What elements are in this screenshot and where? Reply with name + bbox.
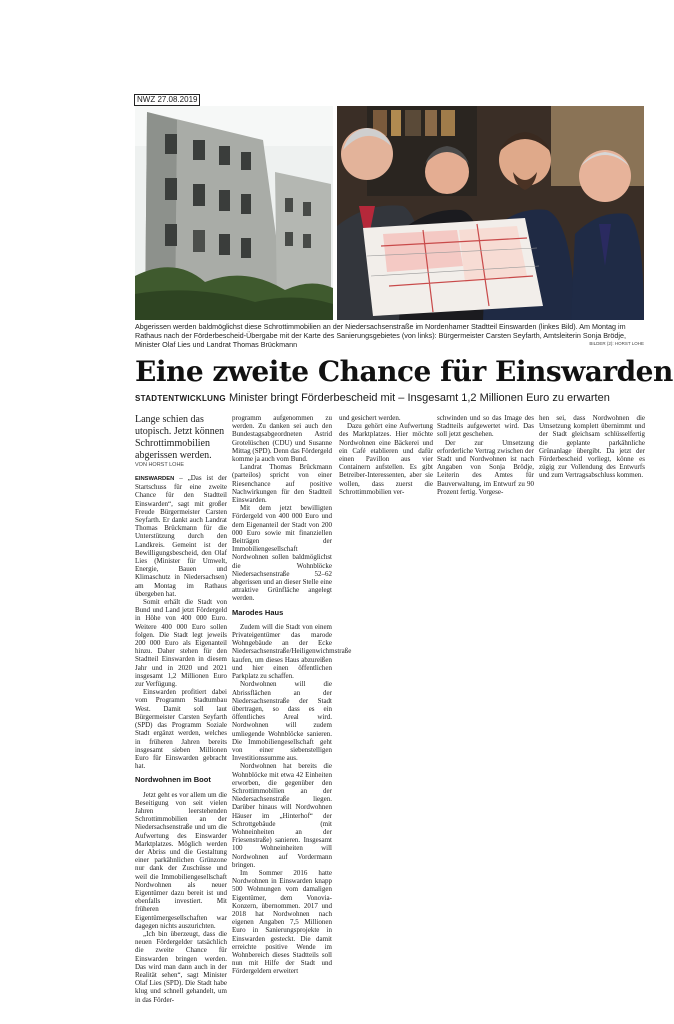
paragraph: Landrat Thomas Brückmann (parteilos) spricht von einer Riesenchance auf positive Nachwirkungen für den Stadtteil Einswarden. — [232, 463, 332, 505]
subline-text: Minister bringt Förderbescheid mit – Insgesamt 1,2 Millionen Euro zu erwarten — [228, 392, 610, 404]
paragraph: Somit erhält die Stadt von Bund und Land jetzt Fördergeld in Höhe von 400 000 Euro. Weitere 400 000 Euro sollen folgen. Die Stadt legt jeweils 200 000 Euro als Eigenanteil hinzu. Daher stehen für den Stadtteil Einswarden in diesem Jahr und in 2020 und 2021 insgesamt 1,2 Millionen Euro zur Verfügung. — [135, 598, 227, 689]
dateline: EINSWARDEN — [135, 476, 175, 482]
kicker-label: STADTENTWICKLUNG — [135, 394, 226, 403]
paragraph: und gesichert werden. — [339, 414, 401, 422]
photo-caption: Abgerissen werden baldmöglichst diese Schrottimmobilien an der Niedersachsenstraße im Nordenhamer Stadtteil Einswarden (linkes Bild). Am Montag im Rathaus nach der Förderbescheid-Übergabe mit der Karte des Sanierungsgebietes (von links): Bürgermeister Carsten Seyfarth, Amtsleiterin Sonja Brödje, Minister Olaf Lies und Landrat Thomas Brückmann — [135, 322, 626, 349]
article-column-1 — [135, 474, 227, 1004]
paragraph-text: – „Das ist der Startschuss für eine zweite Chance für den Stadtteil Einswarden“, sagt mit großer Freude Bürgermeister Carsten Seyfarth. Er dankt auch Landrat Thomas Brückmann für die Unterstützung durch den Landkreis. Gemeint ist der Bewilligungsbescheid, den Olaf Lies (Minister für Umwelt, Energie, Bauen und Klimaschutz in Niedersachsen) am Montag im Rathaus übergeben hat. — [135, 474, 228, 598]
paragraph: Einswarden profitiert dabei vom Programm Stadtumbau West. Damit soll laut Bürgermeister Carsten Seyfarth (SPD) das Programm Soziale Stadt ergänzt werden, welches in früheren Jahren bereits insgesamt sieben Millionen Euro für Einswarden gebracht hat. — [135, 688, 227, 771]
buildings-photo — [135, 106, 333, 320]
paragraph: Nordwohnen hat bereits die Wohnblöcke mit etwa 42 Einheiten erworben, die gegenüber den Schrottimmobilien an der Niedersachsenstraße liegen. Darüber hinaus will Nordwohnen Häuser im „Hinterhof“ der Schrottgebäude (mit Wohneinheiten an der Friesenstraße) sanieren. Insgesamt 100 Wohneinheiten will Nordwohnen auf Vordermann bringen. — [232, 762, 332, 869]
paragraph: Dazu gehört eine Aufwertung des Marktplatzes. Hier möchte Nordwohnen eine Bäckerei und ein Café etablieren und dafür einen Pavillon aus vier Containern aufstellen. Es gibt Betreiber-Interessenten, aber sie wollen, dass zuerst die Schrottimmobilien ver- — [339, 422, 433, 496]
subheading: Marodes Haus — [232, 607, 284, 617]
paragraph: Der zur Umsetzung erforderliche Vertrag zwischen der Stadt und Nordwohnen ist nach Angaben von Sonja Brödje, Leiterin des Amtes für Bauverwaltung, im Entwurf zu 90 Prozent fertig. Vorgese- — [437, 438, 534, 496]
paragraph: Zudem will die Stadt von einem Privateigentümer das marode Wohngebäude an der Ecke Niedersachsenstraße/Heiligenwichmstraße kaufen, um dieses Haus abzureißen und hier einen öffentlichen Parkplatz zu schaffen. — [232, 622, 352, 681]
paragraph: Jetzt geht es vor allem um die Beseitigung von seit vielen Jahren leerstehenden Schrottimmobilien an der Niedersachsenstraße und um die Aufwertung des Einswarder Marktplatzes. Möglich werden der Abriss und die Gestaltung einer parkähnlichen Grünzone nur dank der Zuschüsse und weil die Immobiliengesellschaft Nordwohnen als neuer Eigentümer dazu bereit ist und ebenfalls investiert. Mit früheren Eigentümergesellschaften war dagegen nichts auszurichten. — [135, 790, 227, 930]
publication-date-label: NWZ 27.08.2019 — [134, 94, 200, 106]
article-column-2 — [232, 414, 352, 976]
paragraph: Mit dem jetzt bewilligten Fördergeld von 400 000 Euro und dem Eigenanteil der Stadt von 200 000 Euro sowie mit finanziellen Beiträgen der Immobiliengesellschaft Nordwohnen sollen baldmöglichst die Wohnblöcke Niedersachsenstraße 52–62 abgerissen und an dieser Stelle eine attraktive Grünfläche angelegt werden. — [232, 504, 332, 603]
paragraph — [135, 474, 227, 598]
photo-credit: BILDER (2): HORST LOHE — [589, 341, 644, 346]
paragraph: „Ich bin überzeugt, dass die neuen Fördergelder tatsächlich die zweite Chance für Einswarden bringen werden. Das wird man dann auch in der Realität sehen“, sagt Minister Olaf Lies (SPD). Die Stadt habe klug und schnell gehandelt, um in das Förder- — [135, 929, 227, 1004]
paragraph: programm aufgenommen zu werden. Zu danken sei auch den Bundestagsabgeordneten Astrid Grotelüschen (CDU) und Susanne Mittag (SPD). Denn das Fördergeld komme ja auch vom Bund. — [232, 414, 332, 464]
subheading: Nordwohnen im Boot — [135, 775, 211, 785]
paragraph: hen sei, dass Nordwohnen die Umsetzung komplett übernimmt und der Stadt gleichsam schlüsselfertig die geplante parkähnliche Grünanlage übergibt. Da jetzt der Förderbescheid vorliegt, könne es zügig zur Vollendung des Entwurfs und zum Vertragsabschluss kommen. — [539, 414, 645, 480]
article-teaser: Lange schien das utopisch. Jetzt können Schrottimmobilien abgerissen werden. — [135, 414, 225, 461]
paragraph: Nordwohnen will die Abrissflächen an der Niedersachsenstraße der Stadt übertragen, so dass es ein öffentliches Areal wird. Nordwohnen will zudem umliegende Wohnblöcke sanieren. Die Immobiliengesellschaft geht von einer siebenstelligen Investitionssumme aus. — [232, 680, 332, 763]
article-byline: VON HORST LOHE — [135, 462, 185, 468]
paragraph: Im Sommer 2016 hatte Nordwohnen in Einswarden knapp 500 Wohnungen vom damaligen Eigentümer, dem Vonovia-Konzern, übernommen. 2017 und 2018 hat Nordwohnen nach eigenen Angaben 7,5 Millionen Euro in Sanierungsprojekte in Einswarden gesteckt. Die damit erreichte positive Wende im Wohnbereich dieses Stadtteils soll nun mit Hilfe der Stadt und Fördergeldern erweitert — [232, 868, 332, 976]
officials-photo — [337, 106, 644, 320]
article-column-3 — [339, 414, 433, 496]
paragraph: schwinden und so das Image des Stadtteils aufgewertet wird. Das soll jetzt geschehen. — [437, 414, 534, 439]
article-headline: Eine zweite Chance für Einswarden — [135, 355, 673, 388]
article-column-4 — [437, 414, 534, 496]
article-column-5 — [539, 414, 645, 480]
article-subline — [135, 392, 645, 405]
